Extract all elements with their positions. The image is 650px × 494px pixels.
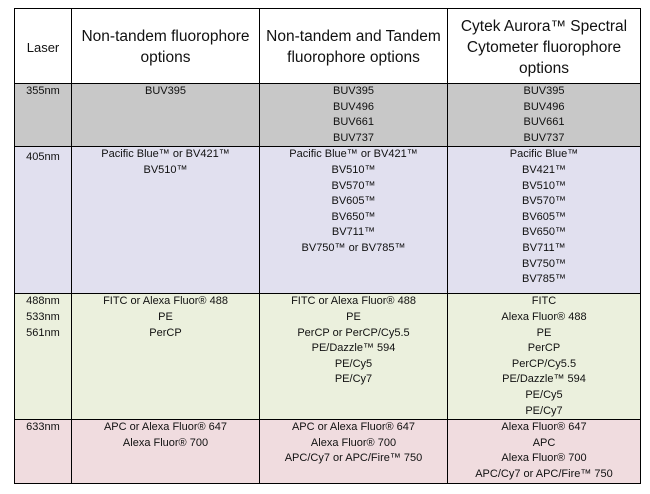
fluorophore-item: BUV661	[333, 116, 374, 129]
fluorophore-item: Alexa Fluor® 647	[501, 421, 587, 434]
tandem-cell	[260, 294, 448, 420]
fluorophore-item: PE	[346, 310, 361, 323]
fluorophore-item: 405nm	[26, 151, 60, 164]
fluorophore-item: PerCP	[527, 342, 561, 355]
fluorophore-item: BV650™	[331, 210, 376, 223]
fluorophore-item: BV711™	[331, 226, 376, 239]
fluorophore-item: APC or Alexa Fluor® 647	[103, 421, 228, 434]
fluorophore-item: FITC	[531, 295, 557, 308]
fluorophore-item: BUV395	[145, 85, 186, 97]
fluorophore-item: BUV496	[523, 100, 565, 113]
fluorophore-item: BV570™	[521, 195, 567, 208]
fluorophore-item: PE	[158, 310, 173, 323]
fluorophore-item: APC/Cy7 or APC/Fire™ 750	[284, 452, 423, 465]
fluorophore-item: BV650™	[521, 226, 567, 239]
fluorophore-item: Alexa Fluor® 488	[501, 310, 587, 323]
fluorophore-item: PE/Cy7	[334, 373, 373, 386]
fluorophore-item: PE/Cy7	[525, 404, 563, 417]
row-488nm	[15, 294, 641, 420]
fluorophore-item: 488nm	[26, 295, 60, 308]
fluorophore-item: Alexa Fluor® 700	[122, 436, 209, 449]
fluorophore-item: BV750™	[521, 257, 567, 270]
fluorophore-item: BV510™	[143, 163, 188, 176]
fluorophore-item: BUV661	[523, 116, 565, 129]
fluorophore-item: BUV395	[333, 85, 374, 97]
laser-cell	[15, 420, 72, 484]
row-405nm	[15, 147, 641, 294]
non-tandem-cell	[72, 147, 260, 294]
fluorophore-item: APC or Alexa Fluor® 647	[291, 421, 416, 434]
fluorophore-item: BV785™	[521, 273, 567, 286]
header-tandem: Non-tandem and Tandem fluorophore options	[260, 9, 448, 84]
fluorophore-item: PerCP/Cy5.5	[511, 357, 577, 370]
aurora-cell	[448, 147, 641, 294]
fluorophore-item: PE/Cy5	[525, 388, 563, 401]
fluorophore-item: BV605™	[331, 195, 376, 208]
fluorophore-item: Pacific Blue™	[509, 148, 579, 161]
fluorophore-item: BUV496	[333, 100, 374, 113]
fluorophore-item: BV605™	[521, 210, 567, 223]
aurora-cell	[448, 84, 641, 147]
fluorophore-item: 561nm	[26, 326, 60, 339]
fluorophore-item: 355nm	[26, 85, 60, 97]
fluorophore-item: BV711™	[522, 241, 566, 254]
fluorophore-item: FITC or Alexa Fluor® 488	[103, 295, 228, 308]
laser-cell	[15, 294, 72, 420]
fluorophore-item: Alexa Fluor® 700	[310, 436, 397, 449]
non-tandem-cell	[72, 420, 260, 484]
laser-cell	[15, 147, 72, 294]
fluorophore-item: BUV395	[523, 85, 565, 97]
fluorophore-item: BUV737	[333, 131, 374, 144]
fluorophore-item: PE	[536, 326, 552, 339]
fluorophore-item: BV750™ or BV785™	[301, 241, 406, 254]
fluorophore-item: BV510™	[331, 163, 376, 176]
fluorophore-table	[14, 8, 641, 484]
fluorophore-item: FITC or Alexa Fluor® 488	[291, 295, 416, 308]
fluorophore-item: 533nm	[26, 310, 60, 323]
fluorophore-item: APC	[532, 436, 556, 449]
header-row	[15, 9, 641, 84]
laser-cell	[15, 84, 72, 147]
fluorophore-item: BUV737	[523, 131, 565, 144]
non-tandem-cell	[72, 294, 260, 420]
fluorophore-item: APC/Cy7 or APC/Fire™ 750	[475, 467, 613, 480]
fluorophore-item: 633nm	[26, 421, 60, 434]
fluorophore-item: BV510™	[521, 179, 567, 192]
header-aurora: Cytek Aurora™ Spectral Cytometer fluorophore options	[448, 9, 641, 84]
non-tandem-cell	[72, 84, 260, 147]
fluorophore-item: PerCP or PerCP/Cy5.5	[297, 326, 410, 339]
aurora-cell	[448, 420, 641, 484]
fluorophore-item: BV421™	[521, 163, 567, 176]
tandem-cell	[260, 147, 448, 294]
tandem-cell	[260, 420, 448, 484]
fluorophore-item: PE/Cy5	[334, 357, 373, 370]
fluorophore-item: Pacific Blue™ or BV421™	[289, 148, 418, 161]
row-355nm	[15, 84, 641, 147]
header-non-tandem: Non-tandem fluorophore options	[72, 9, 260, 84]
tandem-cell	[260, 84, 448, 147]
aurora-cell	[448, 294, 641, 420]
header-laser: Laser	[15, 9, 72, 84]
fluorophore-item: PE/Dazzle™ 594	[502, 373, 586, 386]
fluorophore-item: PerCP	[149, 326, 182, 339]
row-633nm	[15, 420, 641, 484]
fluorophore-item: BV570™	[331, 179, 376, 192]
fluorophore-item: Pacific Blue™ or BV421™	[101, 148, 230, 161]
fluorophore-item: Alexa Fluor® 700	[501, 452, 587, 465]
fluorophore-item: PE/Dazzle™ 594	[311, 342, 396, 355]
